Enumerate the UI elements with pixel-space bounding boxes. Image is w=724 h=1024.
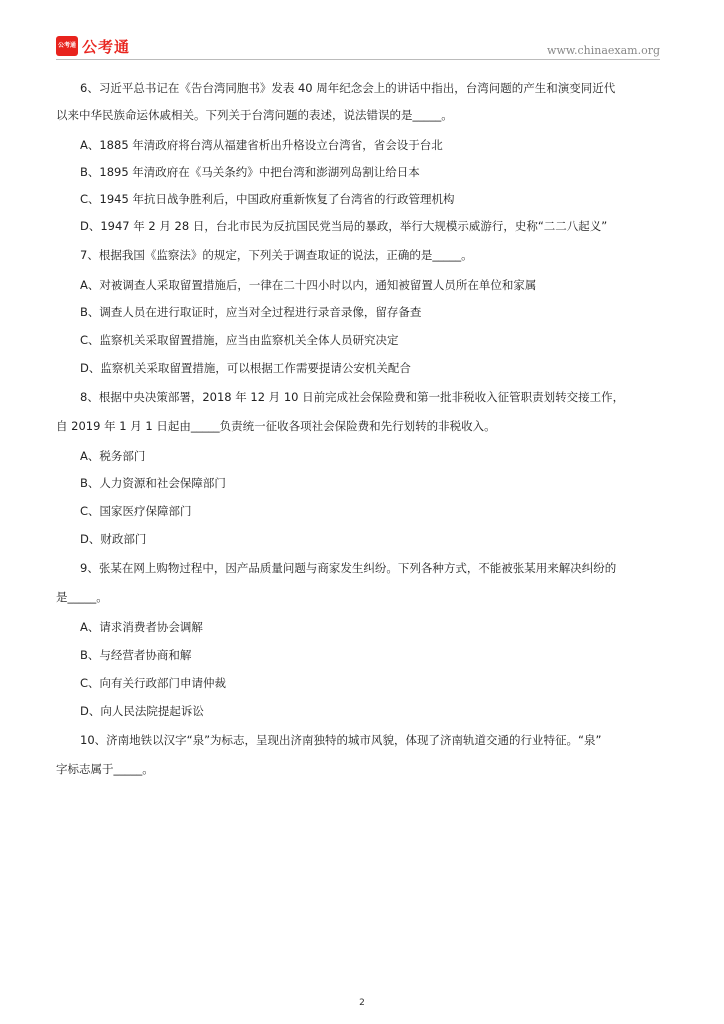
logo-badge: 公考通 bbox=[56, 36, 78, 56]
question-8-line-2: 自 2019 年 1 月 1 日起由_____负责统一征收各项社会保险费和先行划转的非税收入。 bbox=[56, 419, 496, 433]
question-8-option-d: D、财政部门 bbox=[80, 532, 147, 546]
question-8-option-c: C、国家医疗保障部门 bbox=[80, 504, 192, 518]
question-7-option-d: D、监察机关采取留置措施，可以根据工作需要提请公安机关配合 bbox=[80, 361, 411, 375]
question-7-option-a: A、对被调查人采取留置措施后，一律在二十四小时以内，通知被留置人员所在单位和家属 bbox=[80, 278, 537, 292]
question-6-option-b: B、1895 年清政府在《马关条约》中把台湾和澎湖列岛割让给日本 bbox=[80, 165, 420, 179]
question-7: 7、根据我国《监察法》的规定，下列关于调查取证的说法，正确的是_____。 bbox=[80, 248, 473, 262]
question-9-line-2: 是_____。 bbox=[56, 590, 108, 604]
question-6-option-d: D、1947 年 2 月 28 日，台北市民为反抗国民党当局的暴政，举行大规模示威游行，史称“二二八起义” bbox=[80, 219, 608, 233]
logo-text: 公考通 bbox=[82, 37, 131, 56]
page-header bbox=[56, 34, 660, 60]
question-8-option-b: B、人力资源和社会保障部门 bbox=[80, 476, 226, 490]
question-9-option-d: D、向人民法院提起诉讼 bbox=[80, 704, 204, 718]
question-10-line-2: 字标志属于_____。 bbox=[56, 762, 154, 776]
question-9-option-c: C、向有关行政部门申请仲裁 bbox=[80, 676, 227, 690]
question-6-line-2: 以来中华民族命运休戚相关。下列关于台湾问题的表述，说法错误的是_____。 bbox=[56, 108, 453, 122]
question-9-option-b: B、与经营者协商和解 bbox=[80, 648, 192, 662]
question-9-line-1: 9、张某在网上购物过程中，因产品质量问题与商家发生纠纷。下列各种方式，不能被张某用来解决纠纷的 bbox=[80, 561, 617, 575]
question-6-line-1: 6、习近平总书记在《告台湾同胞书》发表 40 周年纪念会上的讲话中指出，台湾问题的产生和演变同近代 bbox=[80, 81, 616, 95]
header-divider bbox=[56, 59, 660, 60]
question-8-line-1: 8、根据中央决策部署，2018 年 12 月 10 日前完成社会保险费和第一批非税收入征管职责划转交接工作， bbox=[80, 390, 625, 404]
question-10-line-1: 10、济南地铁以汉字“泉”为标志，呈现出济南独特的城市风貌，体现了济南轨道交通的行业特征。“泉” bbox=[80, 733, 602, 747]
question-6-option-a: A、1885 年清政府将台湾从福建省析出升格设立台湾省，省会设于台北 bbox=[80, 138, 443, 152]
logo bbox=[56, 34, 130, 58]
question-9-option-a: A、请求消费者协会调解 bbox=[80, 620, 203, 634]
site-url: www.chinaexam.org bbox=[547, 44, 660, 57]
question-7-option-b: B、调查人员在进行取证时，应当对全过程进行录音录像，留存备查 bbox=[80, 305, 422, 319]
question-7-option-c: C、监察机关采取留置措施，应当由监察机关全体人员研究决定 bbox=[80, 333, 399, 347]
page-number: 2 bbox=[359, 998, 365, 1008]
question-8-option-a: A、税务部门 bbox=[80, 449, 146, 463]
question-6-option-c: C、1945 年抗日战争胜利后，中国政府重新恢复了台湾省的行政管理机构 bbox=[80, 192, 455, 206]
